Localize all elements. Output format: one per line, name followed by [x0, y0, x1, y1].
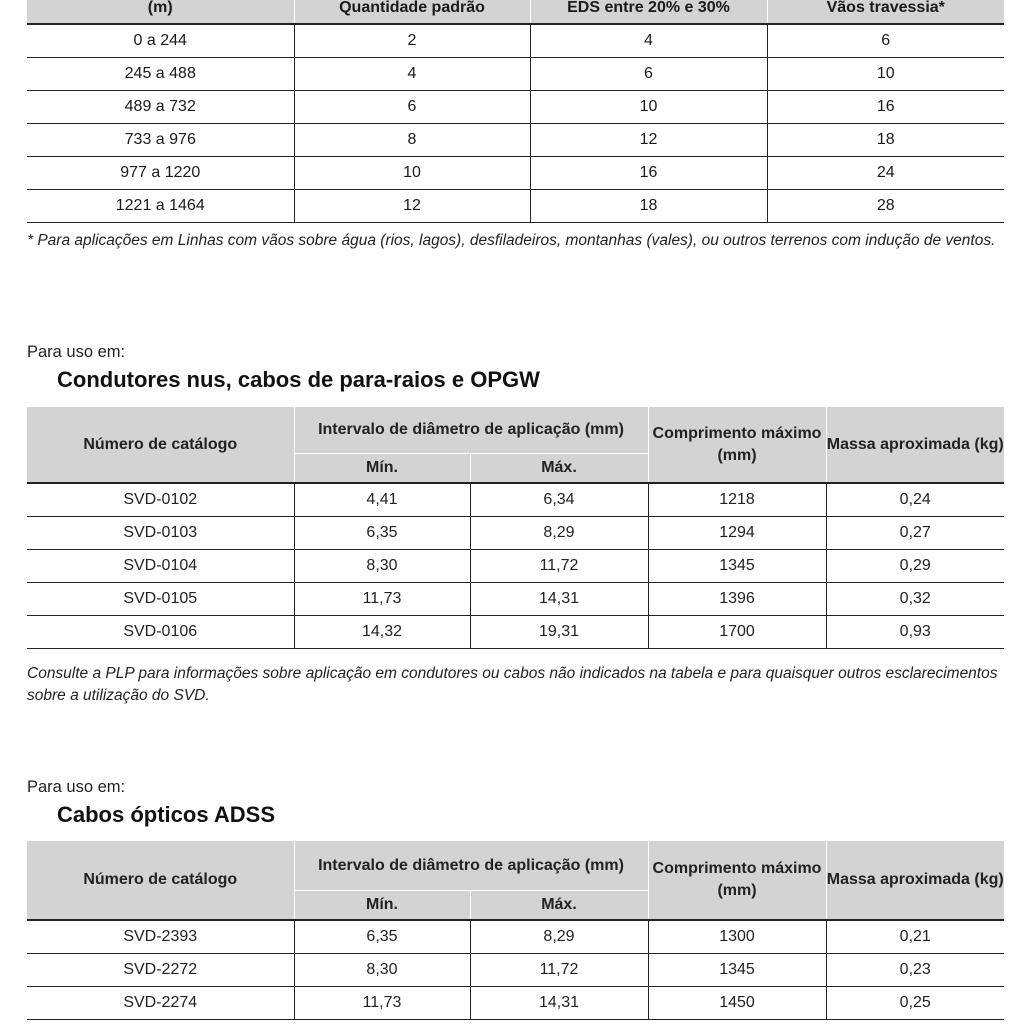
section2-note: Consulte a PLP para informações sobre aplicação em condutores ou cabos não indicados na tabela e para quaisquer outros esclarecimentos sobre a utilização do SVD. — [27, 665, 998, 704]
table-cell: 6,35 — [294, 920, 470, 954]
table-cell: 1396 — [648, 583, 826, 616]
table-cell: SVD-0103 — [27, 517, 294, 550]
table-cell: 6,35 — [294, 517, 470, 550]
table-cell: 1450 — [648, 987, 826, 1020]
table-cell: 16 — [767, 91, 1004, 124]
table-row — [27, 190, 1004, 223]
table-cell: 0,29 — [826, 550, 1004, 583]
table-cell: 977 a 1220 — [27, 157, 294, 190]
table-header-row — [27, 0, 1004, 24]
table-header-row — [27, 841, 1004, 891]
header-max-length: Comprimento máximo (mm) — [648, 407, 826, 483]
table-cell: 1700 — [648, 616, 826, 649]
table-cell: 8,30 — [294, 954, 470, 987]
section-title: Cabos ópticos ADSS — [57, 802, 275, 827]
table-cell: SVD-0105 — [27, 583, 294, 616]
header-max: Máx. — [470, 891, 648, 921]
table-cell: 2 — [294, 24, 530, 58]
table-cell: 245 a 488 — [27, 58, 294, 91]
table-cell: 0,93 — [826, 616, 1004, 649]
table-cell: 12 — [530, 124, 767, 157]
table-row — [27, 157, 1004, 190]
table-cell: 18 — [530, 190, 767, 223]
table-row — [27, 583, 1004, 616]
table-cell: 733 a 976 — [27, 124, 294, 157]
table-cell: 4,41 — [294, 483, 470, 517]
header-approx-mass: Massa aproximada (kg) — [826, 407, 1004, 483]
table-row — [27, 920, 1004, 954]
table-cell: 0,27 — [826, 517, 1004, 550]
header-catalog-number: Número de catálogo — [27, 841, 294, 920]
table-cell: 28 — [767, 190, 1004, 223]
table-cell: 0,23 — [826, 954, 1004, 987]
table-row — [27, 954, 1004, 987]
table-cell: 1345 — [648, 954, 826, 987]
table-cell: 11,72 — [470, 550, 648, 583]
table-cell: 10 — [530, 91, 767, 124]
table-row — [27, 483, 1004, 517]
table-cell: 6 — [530, 58, 767, 91]
table-row — [27, 550, 1004, 583]
table-header-row — [27, 407, 1004, 454]
table-cell: 18 — [767, 124, 1004, 157]
table-cell: SVD-0104 — [27, 550, 294, 583]
header-min: Mín. — [294, 891, 470, 921]
table-cell: 8,29 — [470, 920, 648, 954]
table-cell: SVD-0106 — [27, 616, 294, 649]
table-cell: SVD-2272 — [27, 954, 294, 987]
table1-footnote: * Para aplicações em Linhas com vãos sobre água (rios, lagos), desfiladeiros, montanhas (vales), ou outros terrenos com indução de ventos. — [27, 232, 996, 249]
header-span: (m) — [27, 0, 294, 24]
header-diameter-range: Intervalo de diâmetro de aplicação (mm) — [294, 841, 648, 891]
table-cell: 8,29 — [470, 517, 648, 550]
table-cell: SVD-2393 — [27, 920, 294, 954]
table-cell: 19,31 — [470, 616, 648, 649]
table-cell: 1300 — [648, 920, 826, 954]
table-cell: 10 — [294, 157, 530, 190]
adss-spec-table — [27, 841, 1004, 1020]
table-cell: 11,73 — [294, 987, 470, 1020]
table-cell: 16 — [530, 157, 767, 190]
header-max: Máx. — [470, 454, 648, 484]
table-cell: 0 a 244 — [27, 24, 294, 58]
table-cell: 6 — [294, 91, 530, 124]
table-cell: 1345 — [648, 550, 826, 583]
header-approx-mass: Massa aproximada (kg) — [826, 841, 1004, 920]
table-cell: 14,31 — [470, 583, 648, 616]
table-cell: 24 — [767, 157, 1004, 190]
table-cell: 11,72 — [470, 954, 648, 987]
table-cell: 1221 a 1464 — [27, 190, 294, 223]
header-eds: EDS entre 20% e 30% — [530, 0, 767, 24]
table-row — [27, 124, 1004, 157]
table-cell: 6 — [767, 24, 1004, 58]
table-cell: 4 — [530, 24, 767, 58]
table-row — [27, 987, 1004, 1020]
table-row — [27, 58, 1004, 91]
table-cell: 0,25 — [826, 987, 1004, 1020]
span-quantity-table — [27, 0, 1004, 223]
usage-label: Para uso em: — [27, 778, 126, 796]
table-cell: 11,73 — [294, 583, 470, 616]
table-cell: 6,34 — [470, 483, 648, 517]
table-cell: 12 — [294, 190, 530, 223]
table-row — [27, 517, 1004, 550]
header-max-length: Comprimento máximo (mm) — [648, 841, 826, 920]
table-row — [27, 91, 1004, 124]
header-diameter-range: Intervalo de diâmetro de aplicação (mm) — [294, 407, 648, 454]
table-cell: 4 — [294, 58, 530, 91]
conductors-spec-table — [27, 407, 1004, 649]
header-crossing-spans: Vãos travessia* — [767, 0, 1004, 24]
table-cell: 1294 — [648, 517, 826, 550]
table-row — [27, 24, 1004, 58]
table-cell: SVD-0102 — [27, 483, 294, 517]
table-cell: 0,21 — [826, 920, 1004, 954]
section-title: Condutores nus, cabos de para-raios e OPGW — [57, 367, 540, 392]
table-cell: SVD-2274 — [27, 987, 294, 1020]
table-cell: 0,24 — [826, 483, 1004, 517]
table-cell: 14,32 — [294, 616, 470, 649]
header-standard-qty: Quantidade padrão — [294, 0, 530, 24]
header-min: Mín. — [294, 454, 470, 484]
table-cell: 489 a 732 — [27, 91, 294, 124]
header-catalog-number: Número de catálogo — [27, 407, 294, 483]
table-cell: 1218 — [648, 483, 826, 517]
usage-label: Para uso em: — [27, 343, 126, 361]
table-cell: 0,32 — [826, 583, 1004, 616]
table-cell: 10 — [767, 58, 1004, 91]
table-cell: 8,30 — [294, 550, 470, 583]
table-cell: 14,31 — [470, 987, 648, 1020]
table-cell: 8 — [294, 124, 530, 157]
table-row — [27, 616, 1004, 649]
